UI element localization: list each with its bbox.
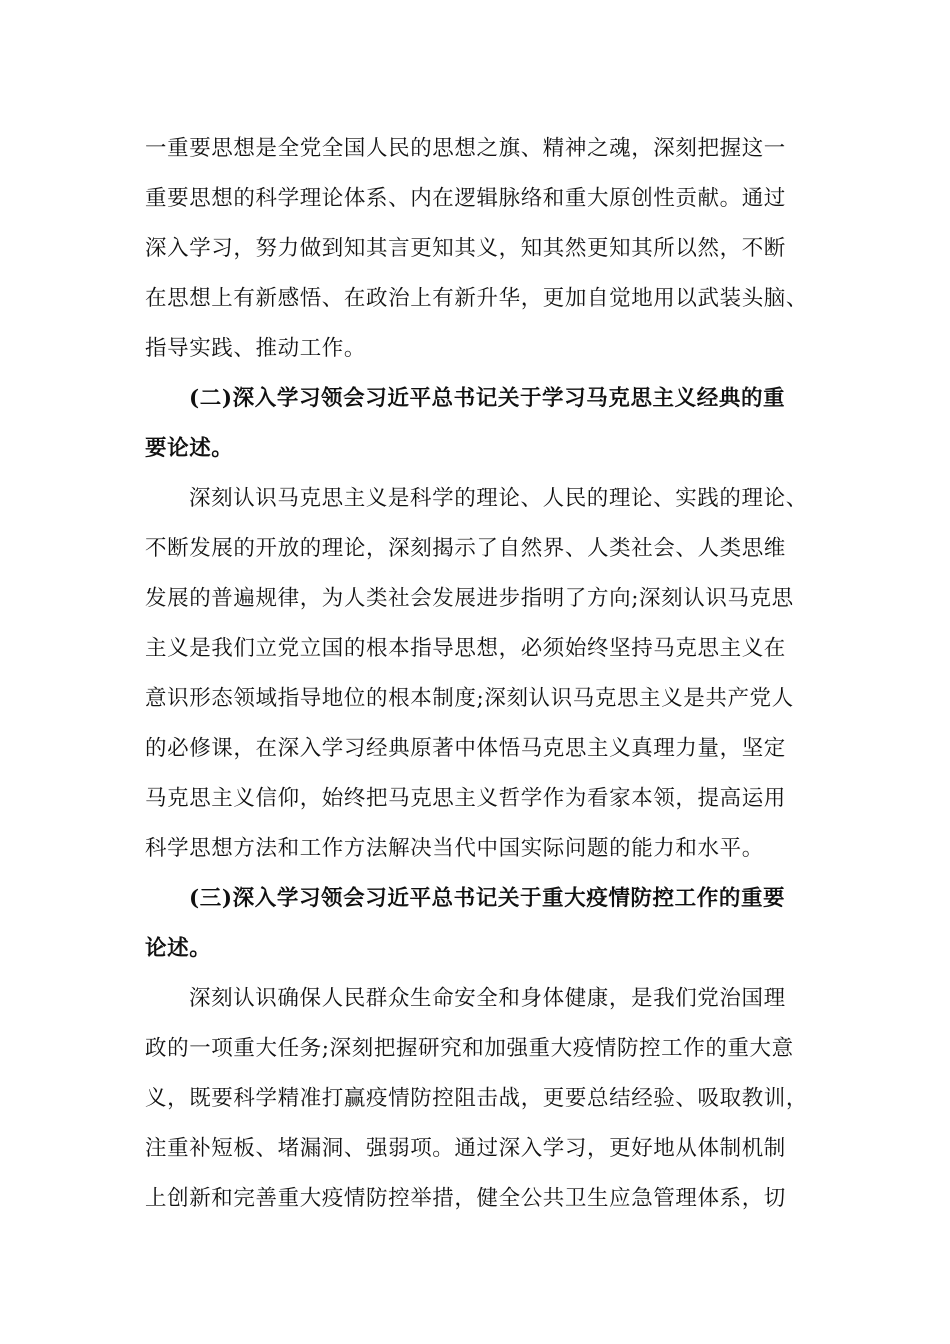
text-line: 义，既要科学精准打赢疫情防控阻击战，更要总结经验、吸取教训， xyxy=(145,1086,809,1111)
text-line: 注重补短板、堵漏洞、强弱项。通过深入学习，更好地从体制机制 xyxy=(145,1136,786,1161)
text-line: 上创新和完善重大疫情防控举措，健全公共卫生应急管理体系，切 xyxy=(145,1186,786,1211)
paragraph-continued xyxy=(145,124,835,374)
text-line: 政的一项重大任务;深刻把握研究和加强重大疫情防控工作的重大意 xyxy=(145,1036,794,1061)
text-line: 深刻认识确保人民群众生命安全和身体健康，是我们党治国理 xyxy=(189,986,786,1011)
text-line: 指导实践、推动工作。 xyxy=(145,336,367,361)
text-line: 科学思想方法和工作方法解决当代中国实际问题的能力和水平。 xyxy=(145,836,764,861)
text-line: 马克思主义信仰，始终把马克思主义哲学作为看家本领，提高运用 xyxy=(145,786,786,811)
paragraph-epidemic xyxy=(145,974,835,1224)
text-line: 的必修课，在深入学习经典原著中体悟马克思主义真理力量，坚定 xyxy=(145,736,786,761)
text-line: 一重要思想是全党全国人民的思想之旗、精神之魂，深刻把握这一 xyxy=(145,136,786,161)
text-line: 重要思想的科学理论体系、内在逻辑脉络和重大原创性贡献。通过 xyxy=(145,186,786,211)
section-heading-2 xyxy=(145,374,835,474)
text-line: 在思想上有新感悟、在政治上有新升华，更加自觉地用以武装头脑、 xyxy=(145,286,809,311)
document-body xyxy=(145,124,835,1224)
text-line: 不断发展的开放的理论，深刻揭示了自然界、人类社会、人类思维 xyxy=(145,536,786,561)
heading-line: (二)深入学习领会习近平总书记关于学习马克思主义经典的重 xyxy=(189,386,786,411)
paragraph-marxism xyxy=(145,474,835,874)
text-line: 主义是我们立党立国的根本指导思想，必须始终坚持马克思主义在 xyxy=(145,636,786,661)
heading-line: 论述。 xyxy=(145,936,212,961)
heading-line: 要论述。 xyxy=(145,436,234,461)
heading-line: (三)深入学习领会习近平总书记关于重大疫情防控工作的重要 xyxy=(189,886,786,911)
text-line: 深入学习，努力做到知其言更知其义，知其然更知其所以然，不断 xyxy=(145,236,786,261)
text-line: 深刻认识马克思主义是科学的理论、人民的理论、实践的理论、 xyxy=(189,486,808,511)
section-heading-3 xyxy=(145,874,835,974)
text-line: 发展的普遍规律，为人类社会发展进步指明了方向;深刻认识马克思 xyxy=(145,586,794,611)
text-line: 意识形态领域指导地位的根本制度;深刻认识马克思主义是共产党人 xyxy=(145,686,794,711)
